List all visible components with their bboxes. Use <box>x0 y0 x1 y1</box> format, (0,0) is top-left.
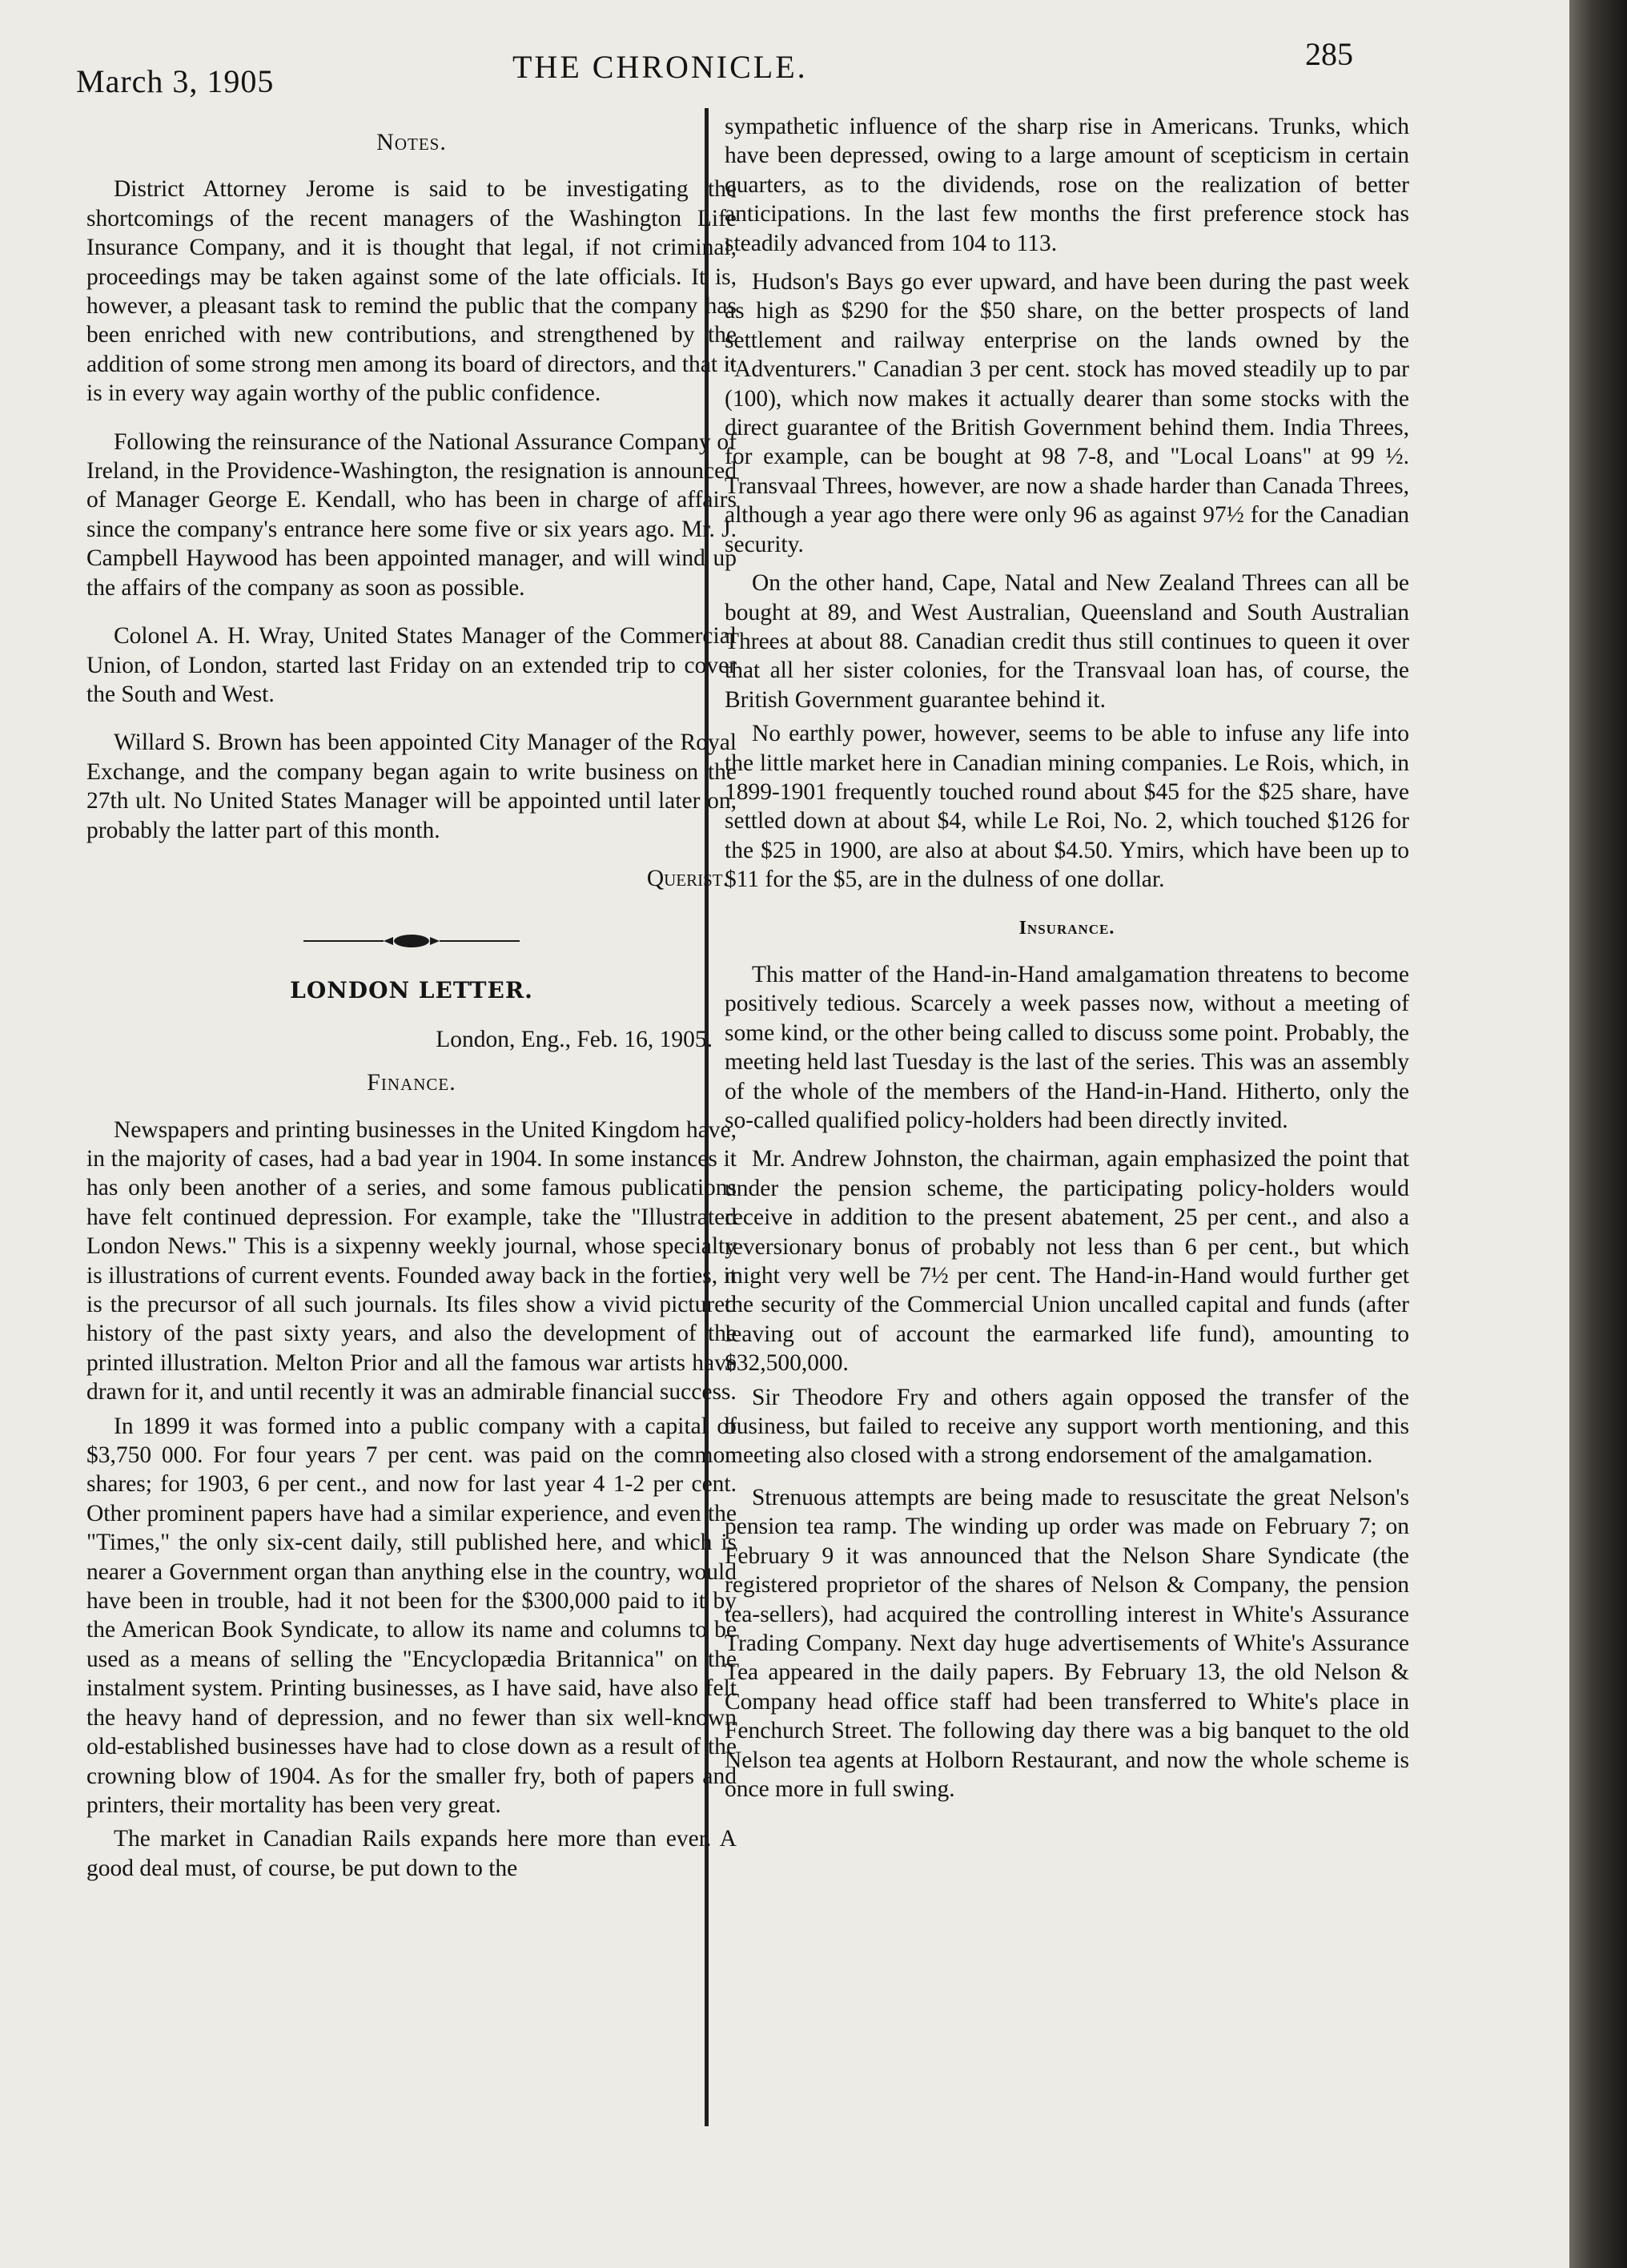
mining-paragraph: No earthly power, however, seems to be able to infuse any life into the little market here in Canadian mining companies. Le Rois, which, in 1899-1901 frequently touched round about $45 for the $25 share, have settled down at about $4, while Le Roi, No. 2, which touched $126 for the $25 in 1900, are also at about $4.50. Ymirs, which have been up to $11 for the $5, are in the dulness of one dollar. <box>725 721 1409 893</box>
ornament-divider-icon <box>303 933 520 949</box>
book-spine <box>1569 0 1627 2268</box>
continued-paragraph: sympathetic influence of the sharp rise in Americans. Trunks, which have been depressed, owing to a large amount of scepticism in certain quarters, as to the dividends, rose on the realization of better anticipations. In the last few months the first preference stock has steadily advanced from 104 to 113. <box>725 114 1409 256</box>
signature: Querist. <box>646 865 729 891</box>
notes-paragraph-2: Following the reinsurance of the National Assurance Company of Ireland, in the Providence-Washington, the resignation is announced of Manager George E. Kendall, who has been in charge of affairs since the company's entrance here some five or six years ago. Mr. J. Campbell Haywood has been appointed manager, and will wind up the affairs of the company as soon as possible. <box>86 428 737 601</box>
hand-in-hand-paragraph: This matter of the Hand-in-Hand amalgamation threatens to become positively tedious. Scarcely a week passes now, without a meeting of some kind, or the other being called to discuss some point. Probably, the meeting held last Tuesday is the last of the series. This was an assembly of the whole of the members of the Hand-in-Hand. Hitherto, only the so-called qualified policy-holders had been directly invited. <box>725 961 1409 1133</box>
notes-paragraph-1: District Attorney Jerome is said to be investigating the shortcomings of the recent managers of the Washington Life Insurance Company, and it is thought that legal, if not criminal, proceedings may be taken against some of the late officials. It is, however, a pleasant task to remind the public that the company has been enriched with new contributions, and strengthened by the addition of some strong men among its board of directors, and that it is in every way again worthy of the public confidence. <box>86 176 737 407</box>
johnston-paragraph: Mr. Andrew Johnston, the chairman, again emphasized the point that under the pension scheme, the participating policy-holders would receive in addition to the present abatement, 25 per cent., and also a reversionary bonus of probably not less than 6 per cent., but which might very well be 7½ per cent. The Hand-in-Hand would further get the security of the Commercial Union uncalled capital and funds (after leaving out of account the earmarked life fund), amounting to $32,500,000. <box>725 1146 1409 1377</box>
finance-heading: Finance. <box>367 1069 456 1096</box>
page-header <box>0 32 1569 104</box>
right-column <box>725 112 1409 1823</box>
notes-paragraph-4: Willard S. Brown has been appointed City Manager of the Royal Exchange, and the company began again to write business on the 27th ult. No United States Manager will be appointed until later on, probably the latter part of this month. <box>86 730 737 843</box>
hudsons-bay-paragraph: Hudson's Bays go ever upward, and have been during the past week as high as $290 for the $50 share, on the better prospects of land settlement and railway enterprise on the lands owned by the "Adventurers." Canadian 3 per cent. stock has moved steadily up to par (100), which now makes it actually dearer than some stocks with the direct guarantee of the British Government behind them. India Threes, for example, can be bought at 98 7-8, and "Local Loans" at 99 ½. Transvaal Threes, however, are now a shade harder than Canada Threes, although a year ago there were only 96 as against 97½ for the Canadian security. <box>725 269 1409 557</box>
letter-dateline: London, Eng., Feb. 16, 1905. <box>436 1026 713 1052</box>
left-column <box>86 128 737 1902</box>
notes-heading: Notes. <box>376 129 447 155</box>
nelson-paragraph: Strenuous attempts are being made to resuscitate the great Nelson's pension tea ramp. The winding up order was made on February 7; on February 9 it was announced that the Nelson Share Syndicate (the registered proprietor of the shares of Nelson & Company, the pension tea-sellers), had acquired the controlling interest in White's Assurance Trading Company. Next day huge advertisements of White's Assurance Tea appeared in the daily papers. By February 13, the old Nelson & Company head office staff had been transferred to White's place in Fenchurch Street. The following day there was a big banquet to the old Nelson tea agents at Holborn Restaurant, and now the whole scheme is once more in full swing. <box>725 1484 1409 1802</box>
finance-paragraph-1: Newspapers and printing businesses in the United Kingdom have, in the majority of cases, had a bad year in 1904. In some instances it has only been another of a series, and some famous publications have felt continued depression. For example, take the "Illustrated London News." This is a sixpenny weekly journal, whose specialty is illustrations of current events. Founded away back in the forties, it is the precursor of all such journals. Its files show a vivid pictured history of the past sixty years, and also the development of the printed illustration. Melton Prior and all the famous war artists have drawn for it, and until recently it was an admirable financial success. <box>86 1116 737 1405</box>
finance-paragraph-3: The market in Canadian Rails expands here more than ever. A good deal must, of course, be put down to the <box>86 1826 737 1881</box>
page-number: 285 <box>1305 36 1353 72</box>
threes-paragraph: On the other hand, Cape, Natal and New Zealand Threes can all be bought at 89, and West Australian, Queensland and South Australian Threes at about 88. Canadian credit thus still continues to queen it over that all her sister colonies, for the Transvaal loan has, of course, the British Government guarantee behind it. <box>725 570 1409 713</box>
notes-paragraph-3: Colonel A. H. Wray, United States Manager of the Commercial Union, of London, started last Friday on an extended trip to cover the South and West. <box>86 623 737 707</box>
finance-paragraph-2: In 1899 it was formed into a public company with a capital of $3,750 000. For four years 7 per cent. was paid on the common shares; for 1903, 6 per cent., and now for last year 4 1-2 per cent. Other prominent papers have had a similar experience, and even the "Times," the only six-cent daily, still published here, and which is nearer a Government organ than anything else in the country, would have been in trouble, had it not been for the $300,000 paid to it by the American Book Syndicate, to allow its name and columns to be used as a means of selling the "Encyclopædia Britannica" on the instalment system. Printing businesses, as I have said, have also felt the heavy hand of depression, and no fewer than six well-known old-established businesses have had to close down as a result of the crowning blow of 1904. As for the smaller fry, both of papers and printers, their mortality has been very great. <box>86 1413 737 1818</box>
fry-paragraph: Sir Theodore Fry and others again opposed the transfer of the business, but failed to receive any support worth mentioning, and this meeting also closed with a strong endorsement of the amalgamation. <box>725 1384 1409 1469</box>
london-letter-title: LONDON LETTER. <box>290 977 533 1004</box>
section-ornament <box>86 933 737 949</box>
publication-title: THE CHRONICLE. <box>512 49 808 85</box>
insurance-heading: Insurance. <box>1018 917 1115 939</box>
issue-date: March 3, 1905 <box>76 63 275 99</box>
